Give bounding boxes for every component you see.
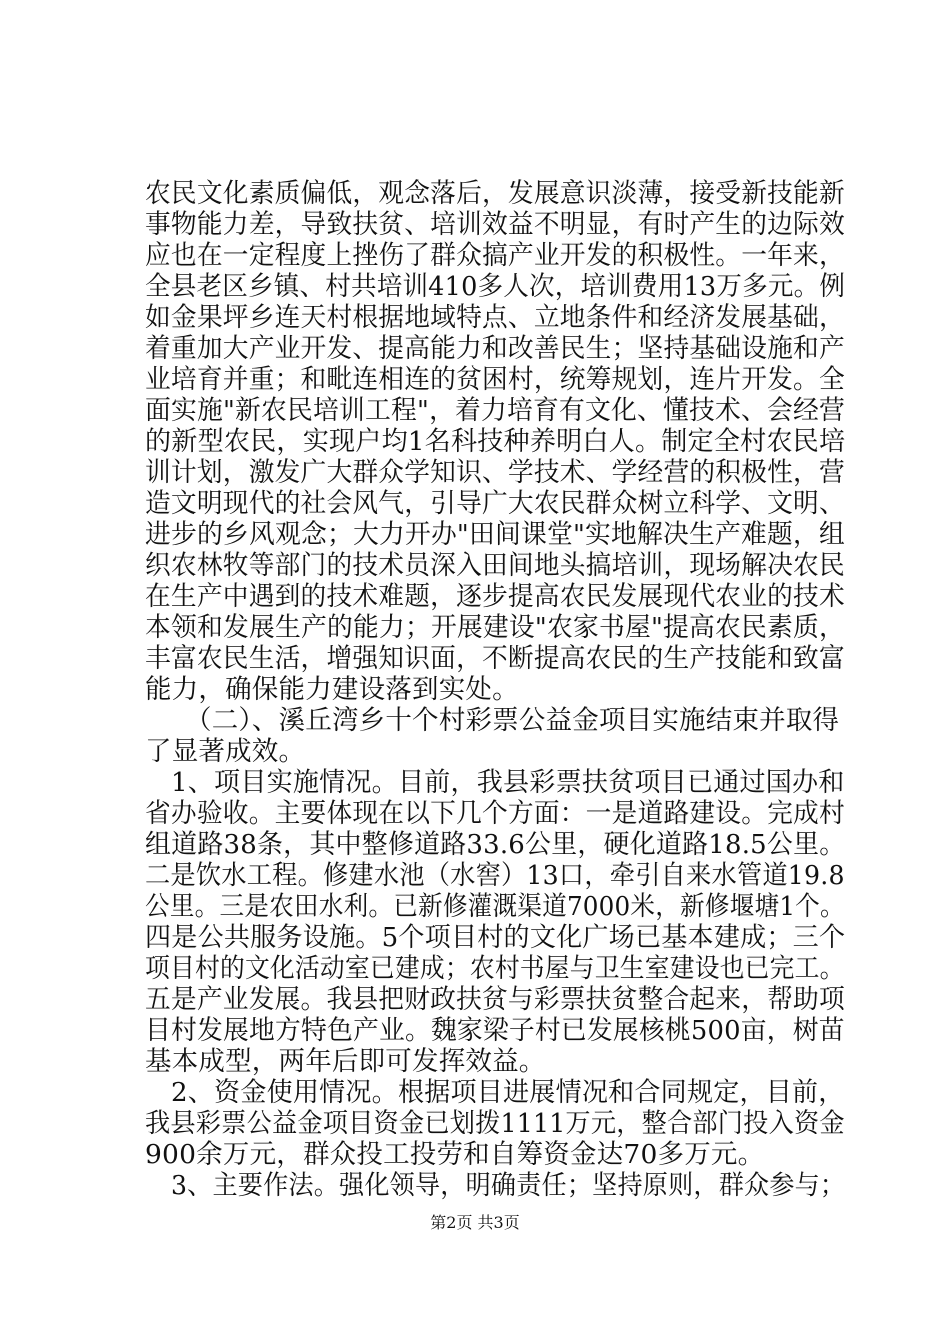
body-text-line: 应也在一定程度上挫伤了群众搞产业开发的积极性。一年来， (145, 240, 845, 271)
body-text-line: 事物能力差，导致扶贫、培训效益不明显，有时产生的边际效 (145, 209, 845, 240)
body-text-line: 组道路38条，其中整修道路33.6公里，硬化道路18.5公里。 (145, 829, 846, 860)
body-text-line: 公里。三是农田水利。已新修灌溉渠道7000米，新修堰塘1个。 (145, 891, 845, 922)
section-heading-line: 了显著成效。 (145, 736, 306, 767)
body-text-line: 着重加大产业开发、提高能力和改善民生；坚持基础设施和产 (145, 333, 845, 364)
body-text-line: 基本成型，两年后即可发挥效益。 (145, 1046, 546, 1077)
body-text-line: 二是饮水工程。修建水池（水窖）13口，牵引自来水管道19.8 (145, 860, 845, 891)
body-text-line: 1、项目实施情况。目前，我县彩票扶贫项目已通过国办和 (171, 767, 845, 798)
body-text-line: 900余万元，群众投工投劳和自筹资金达70多万元。 (145, 1139, 765, 1170)
body-text-line: 训计划，激发广大群众学知识、学技术、学经营的积极性，营 (145, 457, 845, 488)
body-text-line: 农民文化素质偏低，观念落后，发展意识淡薄，接受新技能新 (145, 178, 845, 209)
body-text-line: 面实施"新农民培训工程"，着力培育有文化、懂技术、会经营 (145, 395, 845, 426)
body-text-line: 织农林牧等部门的技术员深入田间地头搞培训，现场解决农民 (145, 550, 845, 581)
section-heading-line: （二）、溪丘湾乡十个村彩票公益金项目实施结束并取得 (185, 705, 840, 736)
body-text-line: 进步的乡风观念；大力开办"田间课堂"实地解决生产难题，组 (145, 519, 845, 550)
body-text-line: 我县彩票公益金项目资金已划拨1111万元，整合部门投入资金 (145, 1108, 845, 1139)
body-text-line: 四是公共服务设施。5个项目村的文化广场已基本建成；三个 (145, 922, 846, 953)
body-text-line: 丰富农民生活，增强知识面，不断提高农民的生产技能和致富 (145, 643, 845, 674)
body-text-line: 目村发展地方特色产业。魏家梁子村已发展核桃500亩，树苗 (145, 1015, 845, 1046)
body-text-line: 在生产中遇到的技术难题，逐步提高农民发展现代农业的技术 (145, 581, 845, 612)
body-text-line: 全县老区乡镇、村共培训410多人次，培训费用13万多元。例 (145, 271, 846, 302)
body-text-line: 能力，确保能力建设落到实处。 (145, 674, 519, 705)
body-text-line: 的新型农民，实现户均1名科技种养明白人。制定全村农民培 (145, 426, 846, 457)
body-text-line: 2、资金使用情况。根据项目进展情况和合同规定，目前， (171, 1077, 845, 1108)
body-text-line: 本领和发展生产的能力；开展建设"农家书屋"提高农民素质， (145, 612, 845, 643)
body-text-line: 五是产业发展。我县把财政扶贫与彩票扶贫整合起来，帮助项 (145, 984, 845, 1015)
body-text-line: 项目村的文化活动室已建成；农村书屋与卫生室建设也已完工。 (145, 953, 845, 984)
body-text-line: 造文明现代的社会风气，引导广大农民群众树立科学、文明、 (145, 488, 845, 519)
body-text-line: 业培育并重；和毗连相连的贫困村，统筹规划，连片开发。全 (145, 364, 845, 395)
body-text-line: 3、主要作法。强化领导，明确责任；坚持原则，群众参与； (171, 1170, 846, 1201)
body-text-line: 如金果坪乡连天村根据地域特点、立地条件和经济发展基础， (145, 302, 845, 333)
body-text-line: 省办验收。主要体现在以下几个方面：一是道路建设。完成村 (145, 798, 845, 829)
page-number-footer: 第2页 共3页 (430, 1213, 520, 1232)
